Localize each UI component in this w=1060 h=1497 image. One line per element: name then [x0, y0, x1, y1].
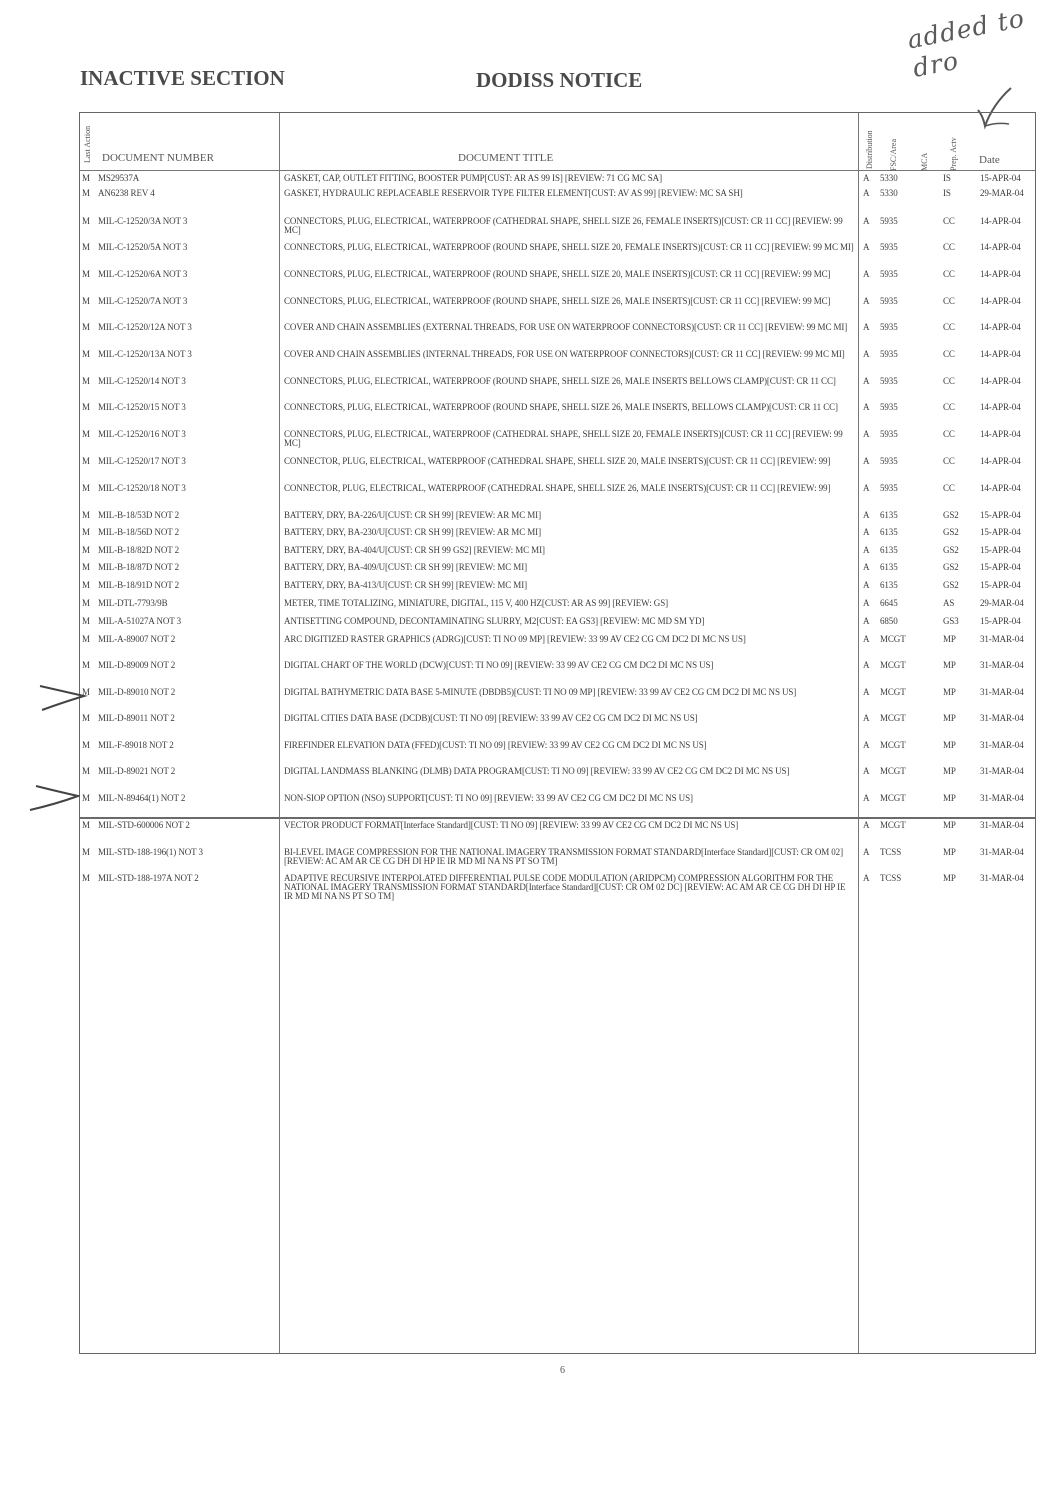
row-date: 15-APR-04	[980, 580, 1021, 590]
row-document-number: MIL-C-12520/14 NOT 3	[98, 376, 186, 386]
row-document-number: MIL-B-18/91D NOT 2	[98, 580, 180, 590]
row-last-action: M	[82, 296, 90, 306]
row-prep-actv: CC	[943, 456, 955, 466]
row-document-number: MIL-C-12520/18 NOT 3	[98, 483, 186, 493]
row-document-number: MS29537A	[98, 173, 140, 183]
col-distribution: Distribution	[865, 130, 874, 169]
row-fsc-area: 5330	[880, 188, 898, 198]
section-rule	[80, 817, 1036, 819]
row-distribution: A	[863, 740, 870, 750]
row-distribution: A	[863, 483, 870, 493]
margin-arrow-icon	[36, 682, 88, 712]
row-date: 14-APR-04	[980, 402, 1021, 412]
section-header: INACTIVE SECTION	[80, 66, 285, 90]
row-distribution: A	[863, 793, 870, 803]
row-distribution: A	[863, 562, 870, 572]
row-document-title: METER, TIME TOTALIZING, MINIATURE, DIGITAL, 115 V, 400 HZ[CUST: AR AS 99] [REVIEW: GS]	[284, 598, 668, 608]
row-document-title: COVER AND CHAIN ASSEMBLIES (INTERNAL THREADS, FOR USE ON WATERPROOF CONNECTORS)[CUST: CR 11 CC] [REVIEW: 99 MC MI]	[284, 349, 845, 359]
row-prep-actv: CC	[943, 216, 955, 226]
row-distribution: A	[863, 687, 870, 697]
row-document-number: MIL-C-12520/13A NOT 3	[98, 349, 192, 359]
row-document-number: MIL-STD-188-196(1) NOT 3	[98, 847, 203, 857]
notice-header: DODISS NOTICE	[476, 68, 643, 92]
row-distribution: A	[863, 216, 870, 226]
row-distribution: A	[863, 660, 870, 670]
row-last-action: M	[82, 580, 90, 590]
row-document-number: MIL-C-12520/17 NOT 3	[98, 456, 186, 466]
row-date: 15-APR-04	[980, 545, 1021, 555]
row-date: 15-APR-04	[980, 616, 1021, 626]
row-document-title: DIGITAL CHART OF THE WORLD (DCW)[CUST: TI NO 09] [REVIEW: 33 99 AV CE2 CG CM DC2 DI MC NS US]	[284, 660, 714, 670]
row-document-number: MIL-STD-600006 NOT 2	[98, 820, 190, 830]
row-fsc-area: 5935	[880, 402, 898, 412]
row-fsc-area: 6850	[880, 616, 898, 626]
row-last-action: M	[82, 598, 90, 608]
row-document-title: BATTERY, DRY, BA-413/U[CUST: CR SH 99] [REVIEW: MC MI]	[284, 580, 528, 590]
column-divider	[858, 113, 859, 1353]
row-prep-actv: MP	[943, 740, 956, 750]
row-distribution: A	[863, 580, 870, 590]
row-last-action: M	[82, 216, 90, 226]
row-prep-actv: MP	[943, 766, 956, 776]
row-fsc-area: 6135	[880, 580, 898, 590]
row-fsc-area: 6135	[880, 527, 898, 537]
row-last-action: M	[82, 429, 90, 439]
row-last-action: M	[82, 242, 90, 252]
row-fsc-area: MCGT	[880, 766, 906, 776]
row-last-action: M	[82, 376, 90, 386]
row-prep-actv: CC	[943, 322, 955, 332]
row-distribution: A	[863, 713, 870, 723]
row-fsc-area: MCGT	[880, 634, 906, 644]
row-distribution: A	[863, 242, 870, 252]
row-fsc-area: MCGT	[880, 820, 906, 830]
row-document-title: BI-LEVEL IMAGE COMPRESSION FOR THE NATIONAL IMAGERY TRANSMISSION FORMAT STANDARD[Interface Standard][CUST: CR OM 02] [REVIEW: AC AM AR CE CG DH DI HP IE IR MD MI NA NS PT SO TM]	[284, 847, 843, 866]
row-fsc-area: MCGT	[880, 793, 906, 803]
row-fsc-area: MCGT	[880, 660, 906, 670]
row-document-number: MIL-B-18/87D NOT 2	[98, 562, 180, 572]
row-fsc-area: 5935	[880, 242, 898, 252]
row-fsc-area: MCGT	[880, 740, 906, 750]
col-mca: MCA	[920, 152, 929, 171]
row-last-action: M	[82, 847, 90, 857]
row-last-action: M	[82, 456, 90, 466]
row-document-number: MIL-C-12520/7A NOT 3	[98, 296, 188, 306]
row-document-title: CONNECTORS, PLUG, ELECTRICAL, WATERPROOF (CATHEDRAL SHAPE, SHELL SIZE 20, FEMALE INSERTS)[CUST: CR 11 CC] [REVIEW: 99 MC]	[284, 429, 843, 448]
row-document-title: CONNECTORS, PLUG, ELECTRICAL, WATERPROOF (ROUND SHAPE, SHELL SIZE 26, MALE INSERTS BELLOWS CLAMP)[CUST: CR 11 CC]	[284, 376, 836, 386]
row-last-action: M	[82, 740, 90, 750]
row-document-title: CONNECTOR, PLUG, ELECTRICAL, WATERPROOF (CATHEDRAL SHAPE, SHELL SIZE 20, MALE INSERTS)[CUST: CR 11 CC] [REVIEW: 99]	[284, 456, 831, 466]
row-document-title: ANTISETTING COMPOUND, DECONTAMINATING SLURRY, M2[CUST: EA GS3] [REVIEW: MC MD SM YD]	[284, 616, 705, 626]
row-fsc-area: 5330	[880, 173, 898, 183]
row-date: 14-APR-04	[980, 429, 1021, 439]
row-date: 14-APR-04	[980, 349, 1021, 359]
row-date: 14-APR-04	[980, 242, 1021, 252]
row-document-title: NON-SIOP OPTION (NSO) SUPPORT[CUST: TI NO 09] [REVIEW: 33 99 AV CE2 CG CM DC2 DI MC NS US]	[284, 793, 693, 803]
row-document-number: MIL-D-89010 NOT 2	[98, 687, 176, 697]
row-document-number: MIL-D-89009 NOT 2	[98, 660, 176, 670]
row-distribution: A	[863, 402, 870, 412]
row-document-title: COVER AND CHAIN ASSEMBLIES (EXTERNAL THREADS, FOR USE ON WATERPROOF CONNECTORS)[CUST: CR 11 CC] [REVIEW: 99 MC MI]	[284, 322, 848, 332]
row-document-number: MIL-C-12520/6A NOT 3	[98, 269, 188, 279]
row-last-action: M	[82, 349, 90, 359]
row-distribution: A	[863, 376, 870, 386]
row-fsc-area: 5935	[880, 376, 898, 386]
row-last-action: M	[82, 402, 90, 412]
column-divider	[279, 113, 280, 1353]
row-date: 15-APR-04	[980, 510, 1021, 520]
row-date: 31-MAR-04	[980, 873, 1024, 883]
row-distribution: A	[863, 820, 870, 830]
row-prep-actv: MP	[943, 713, 956, 723]
handwritten-note: added to dro	[905, 3, 1028, 83]
row-fsc-area: 6135	[880, 510, 898, 520]
row-date: 14-APR-04	[980, 322, 1021, 332]
row-document-number: MIL-F-89018 NOT 2	[98, 740, 174, 750]
row-distribution: A	[863, 545, 870, 555]
row-document-title: DIGITAL CITIES DATA BASE (DCDB)[CUST: TI NO 09] [REVIEW: 33 99 AV CE2 CG CM DC2 DI MC NS US]	[284, 713, 698, 723]
row-fsc-area: 6645	[880, 598, 898, 608]
row-document-title: CONNECTORS, PLUG, ELECTRICAL, WATERPROOF (ROUND SHAPE, SHELL SIZE 26, MALE INSERTS)[CUST: CR 11 CC] [REVIEW: 99 MC]	[284, 296, 831, 306]
row-date: 14-APR-04	[980, 376, 1021, 386]
row-prep-actv: GS2	[943, 510, 959, 520]
row-last-action: M	[82, 527, 90, 537]
row-distribution: A	[863, 634, 870, 644]
row-date: 31-MAR-04	[980, 740, 1024, 750]
row-document-number: MIL-D-89021 NOT 2	[98, 766, 176, 776]
row-date: 14-APR-04	[980, 269, 1021, 279]
row-prep-actv: CC	[943, 242, 955, 252]
row-date: 31-MAR-04	[980, 634, 1024, 644]
row-prep-actv: GS3	[943, 616, 959, 626]
row-prep-actv: CC	[943, 483, 955, 493]
row-date: 31-MAR-04	[980, 793, 1024, 803]
row-document-title: VECTOR PRODUCT FORMAT[Interface Standard][CUST: TI NO 09] [REVIEW: 33 99 AV CE2 CG CM DC2 DI MC NS US]	[284, 820, 739, 830]
row-fsc-area: 5935	[880, 456, 898, 466]
col-last-action: Last Action	[83, 125, 92, 163]
row-document-number: MIL-C-12520/15 NOT 3	[98, 402, 186, 412]
row-date: 14-APR-04	[980, 483, 1021, 493]
row-prep-actv: MP	[943, 873, 956, 883]
row-distribution: A	[863, 349, 870, 359]
row-document-title: CONNECTOR, PLUG, ELECTRICAL, WATERPROOF (CATHEDRAL SHAPE, SHELL SIZE 26, MALE INSERTS)[CUST: CR 11 CC] [REVIEW: 99]	[284, 483, 831, 493]
row-document-number: MIL-A-51027A NOT 3	[98, 616, 182, 626]
row-document-number: MIL-C-12520/16 NOT 3	[98, 429, 186, 439]
row-date: 14-APR-04	[980, 456, 1021, 466]
row-document-number: MIL-B-18/82D NOT 2	[98, 545, 180, 555]
row-document-title: CONNECTORS, PLUG, ELECTRICAL, WATERPROOF (ROUND SHAPE, SHELL SIZE 26, MALE INSERTS, BELLOWS CLAMP)[CUST: CR 11 CC]	[284, 402, 838, 412]
row-last-action: M	[82, 322, 90, 332]
row-document-title: ARC DIGITIZED RASTER GRAPHICS (ADRG)[CUST: TI NO 09 MP] [REVIEW: 33 99 AV CE2 CG CM DC2 DI MC NS US]	[284, 634, 746, 644]
row-last-action: M	[82, 616, 90, 626]
row-distribution: A	[863, 766, 870, 776]
row-document-number: MIL-B-18/53D NOT 2	[98, 510, 180, 520]
row-prep-actv: MP	[943, 660, 956, 670]
row-date: 14-APR-04	[980, 216, 1021, 226]
row-prep-actv: IS	[943, 173, 951, 183]
row-distribution: A	[863, 616, 870, 626]
row-date: 15-APR-04	[980, 527, 1021, 537]
margin-arrow-icon	[28, 782, 80, 812]
row-fsc-area: MCGT	[880, 713, 906, 723]
row-last-action: M	[82, 173, 90, 183]
row-fsc-area: MCGT	[880, 687, 906, 697]
col-prep-actv: Prep. Actv	[949, 137, 958, 171]
row-document-title: BATTERY, DRY, BA-230/U[CUST: CR SH 99] [REVIEW: AR MC MI]	[284, 527, 541, 537]
row-distribution: A	[863, 847, 870, 857]
row-prep-actv: CC	[943, 349, 955, 359]
row-distribution: A	[863, 527, 870, 537]
col-fsc-area: FSC/Area	[889, 139, 898, 171]
row-date: 15-APR-04	[980, 562, 1021, 572]
row-last-action: M	[82, 545, 90, 555]
row-date: 15-APR-04	[980, 173, 1021, 183]
row-prep-actv: GS2	[943, 562, 959, 572]
row-distribution: A	[863, 322, 870, 332]
row-document-number: MIL-B-18/56D NOT 2	[98, 527, 180, 537]
row-document-number: MIL-C-12520/5A NOT 3	[98, 242, 188, 252]
row-distribution: A	[863, 188, 870, 198]
row-document-title: GASKET, HYDRAULIC REPLACEABLE RESERVOIR TYPE FILTER ELEMENT[CUST: AV AS 99] [REVIEW: MC SA SH]	[284, 188, 743, 198]
row-last-action: M	[82, 873, 90, 883]
row-last-action: M	[82, 510, 90, 520]
row-prep-actv: GS2	[943, 527, 959, 537]
row-document-title: CONNECTORS, PLUG, ELECTRICAL, WATERPROOF (ROUND SHAPE, SHELL SIZE 20, MALE INSERTS)[CUST: CR 11 CC] [REVIEW: 99 MC]	[284, 269, 831, 279]
row-prep-actv: MP	[943, 687, 956, 697]
row-last-action: M	[82, 188, 90, 198]
row-date: 29-MAR-04	[980, 188, 1024, 198]
row-fsc-area: 5935	[880, 269, 898, 279]
row-prep-actv: CC	[943, 296, 955, 306]
row-document-number: MIL-DTL-7793/9B	[98, 598, 168, 608]
row-document-title: CONNECTORS, PLUG, ELECTRICAL, WATERPROOF (CATHEDRAL SHAPE, SHELL SIZE 26, FEMALE INSERTS)[CUST: CR 11 CC] [REVIEW: 99 MC]	[284, 216, 843, 235]
row-prep-actv: GS2	[943, 580, 959, 590]
row-prep-actv: MP	[943, 820, 956, 830]
page-number: 6	[560, 1365, 565, 1376]
row-distribution: A	[863, 269, 870, 279]
row-last-action: M	[82, 820, 90, 830]
row-document-number: MIL-D-89011 NOT 2	[98, 713, 175, 723]
row-fsc-area: 5935	[880, 216, 898, 226]
row-last-action: M	[82, 713, 90, 723]
row-date: 29-MAR-04	[980, 598, 1024, 608]
row-fsc-area: 5935	[880, 296, 898, 306]
row-prep-actv: CC	[943, 402, 955, 412]
row-date: 31-MAR-04	[980, 713, 1024, 723]
row-prep-actv: CC	[943, 429, 955, 439]
row-last-action: M	[82, 687, 90, 697]
col-date: Date	[979, 154, 1000, 166]
row-fsc-area: 5935	[880, 429, 898, 439]
row-last-action: M	[82, 562, 90, 572]
row-last-action: M	[82, 660, 90, 670]
row-distribution: A	[863, 296, 870, 306]
row-prep-actv: MP	[943, 793, 956, 803]
row-document-title: GASKET, CAP, OUTLET FITTING, BOOSTER PUMP[CUST: AR AS 99 IS] [REVIEW: 71 CG MC SA]	[284, 173, 662, 183]
row-document-number: AN6238 REV 4	[98, 188, 155, 198]
row-prep-actv: IS	[943, 188, 951, 198]
row-last-action: M	[82, 634, 90, 644]
row-prep-actv: CC	[943, 269, 955, 279]
row-document-number: MIL-N-89464(1) NOT 2	[98, 793, 186, 803]
row-distribution: A	[863, 456, 870, 466]
row-fsc-area: TCSS	[880, 847, 902, 857]
row-last-action: M	[82, 766, 90, 776]
row-distribution: A	[863, 510, 870, 520]
row-document-title: DIGITAL BATHYMETRIC DATA BASE 5-MINUTE (DBDB5)[CUST: TI NO 09 MP] [REVIEW: 33 99 AV CE2 CG CM DC2 DI MC NS US]	[284, 687, 797, 697]
row-date: 31-MAR-04	[980, 660, 1024, 670]
row-document-number: MIL-STD-188-197A NOT 2	[98, 873, 199, 883]
row-prep-actv: CC	[943, 376, 955, 386]
row-document-title: ADAPTIVE RECURSIVE INTERPOLATED DIFFERENTIAL PULSE CODE MODULATION (ARIDPCM) COMPRESSION ALGORITHM FOR THE NATIONAL IMAGERY TRANSMISSION FORMAT STANDARD[Interface Standard][CUST: CR OM 02 DC] [REVIEW: AC AM AR CE CG DH DI HP IE IR MD MI NA NS PT SO TM]	[284, 873, 846, 901]
row-prep-actv: AS	[943, 598, 955, 608]
row-distribution: A	[863, 429, 870, 439]
row-fsc-area: 5935	[880, 322, 898, 332]
row-fsc-area: 6135	[880, 545, 898, 555]
row-document-title: FIREFINDER ELEVATION DATA (FFED)[CUST: TI NO 09] [REVIEW: 33 99 AV CE2 CG CM DC2 DI MC NS US]	[284, 740, 707, 750]
row-date: 31-MAR-04	[980, 766, 1024, 776]
row-document-title: CONNECTORS, PLUG, ELECTRICAL, WATERPROOF (ROUND SHAPE, SHELL SIZE 20, FEMALE INSERTS)[CUST: CR 11 CC] [REVIEW: 99 MC MI]	[284, 242, 854, 252]
row-fsc-area: TCSS	[880, 873, 902, 883]
row-last-action: M	[82, 483, 90, 493]
row-document-title: BATTERY, DRY, BA-404/U[CUST: CR SH 99 GS2] [REVIEW: MC MI]	[284, 545, 545, 555]
row-document-number: MIL-A-89007 NOT 2	[98, 634, 176, 644]
row-date: 14-APR-04	[980, 296, 1021, 306]
row-document-title: BATTERY, DRY, BA-226/U[CUST: CR SH 99] [REVIEW: AR MC MI]	[284, 510, 541, 520]
row-date: 31-MAR-04	[980, 847, 1024, 857]
row-distribution: A	[863, 873, 870, 883]
row-document-number: MIL-C-12520/3A NOT 3	[98, 216, 188, 226]
col-document-number: DOCUMENT NUMBER	[102, 152, 214, 164]
row-prep-actv: MP	[943, 634, 956, 644]
row-document-title: DIGITAL LANDMASS BLANKING (DLMB) DATA PROGRAM[CUST: TI NO 09] [REVIEW: 33 99 AV CE2 CG CM DC2 DI MC NS US]	[284, 766, 790, 776]
row-last-action: M	[82, 793, 90, 803]
row-fsc-area: 5935	[880, 349, 898, 359]
row-fsc-area: 6135	[880, 562, 898, 572]
row-date: 31-MAR-04	[980, 820, 1024, 830]
row-distribution: A	[863, 598, 870, 608]
col-document-title: DOCUMENT TITLE	[458, 152, 554, 164]
row-distribution: A	[863, 173, 870, 183]
row-last-action: M	[82, 269, 90, 279]
row-prep-actv: GS2	[943, 545, 959, 555]
row-date: 31-MAR-04	[980, 687, 1024, 697]
row-document-number: MIL-C-12520/12A NOT 3	[98, 322, 192, 332]
row-document-title: BATTERY, DRY, BA-409/U[CUST: CR SH 99] [REVIEW: MC MI]	[284, 562, 528, 572]
row-prep-actv: MP	[943, 847, 956, 857]
row-fsc-area: 5935	[880, 483, 898, 493]
